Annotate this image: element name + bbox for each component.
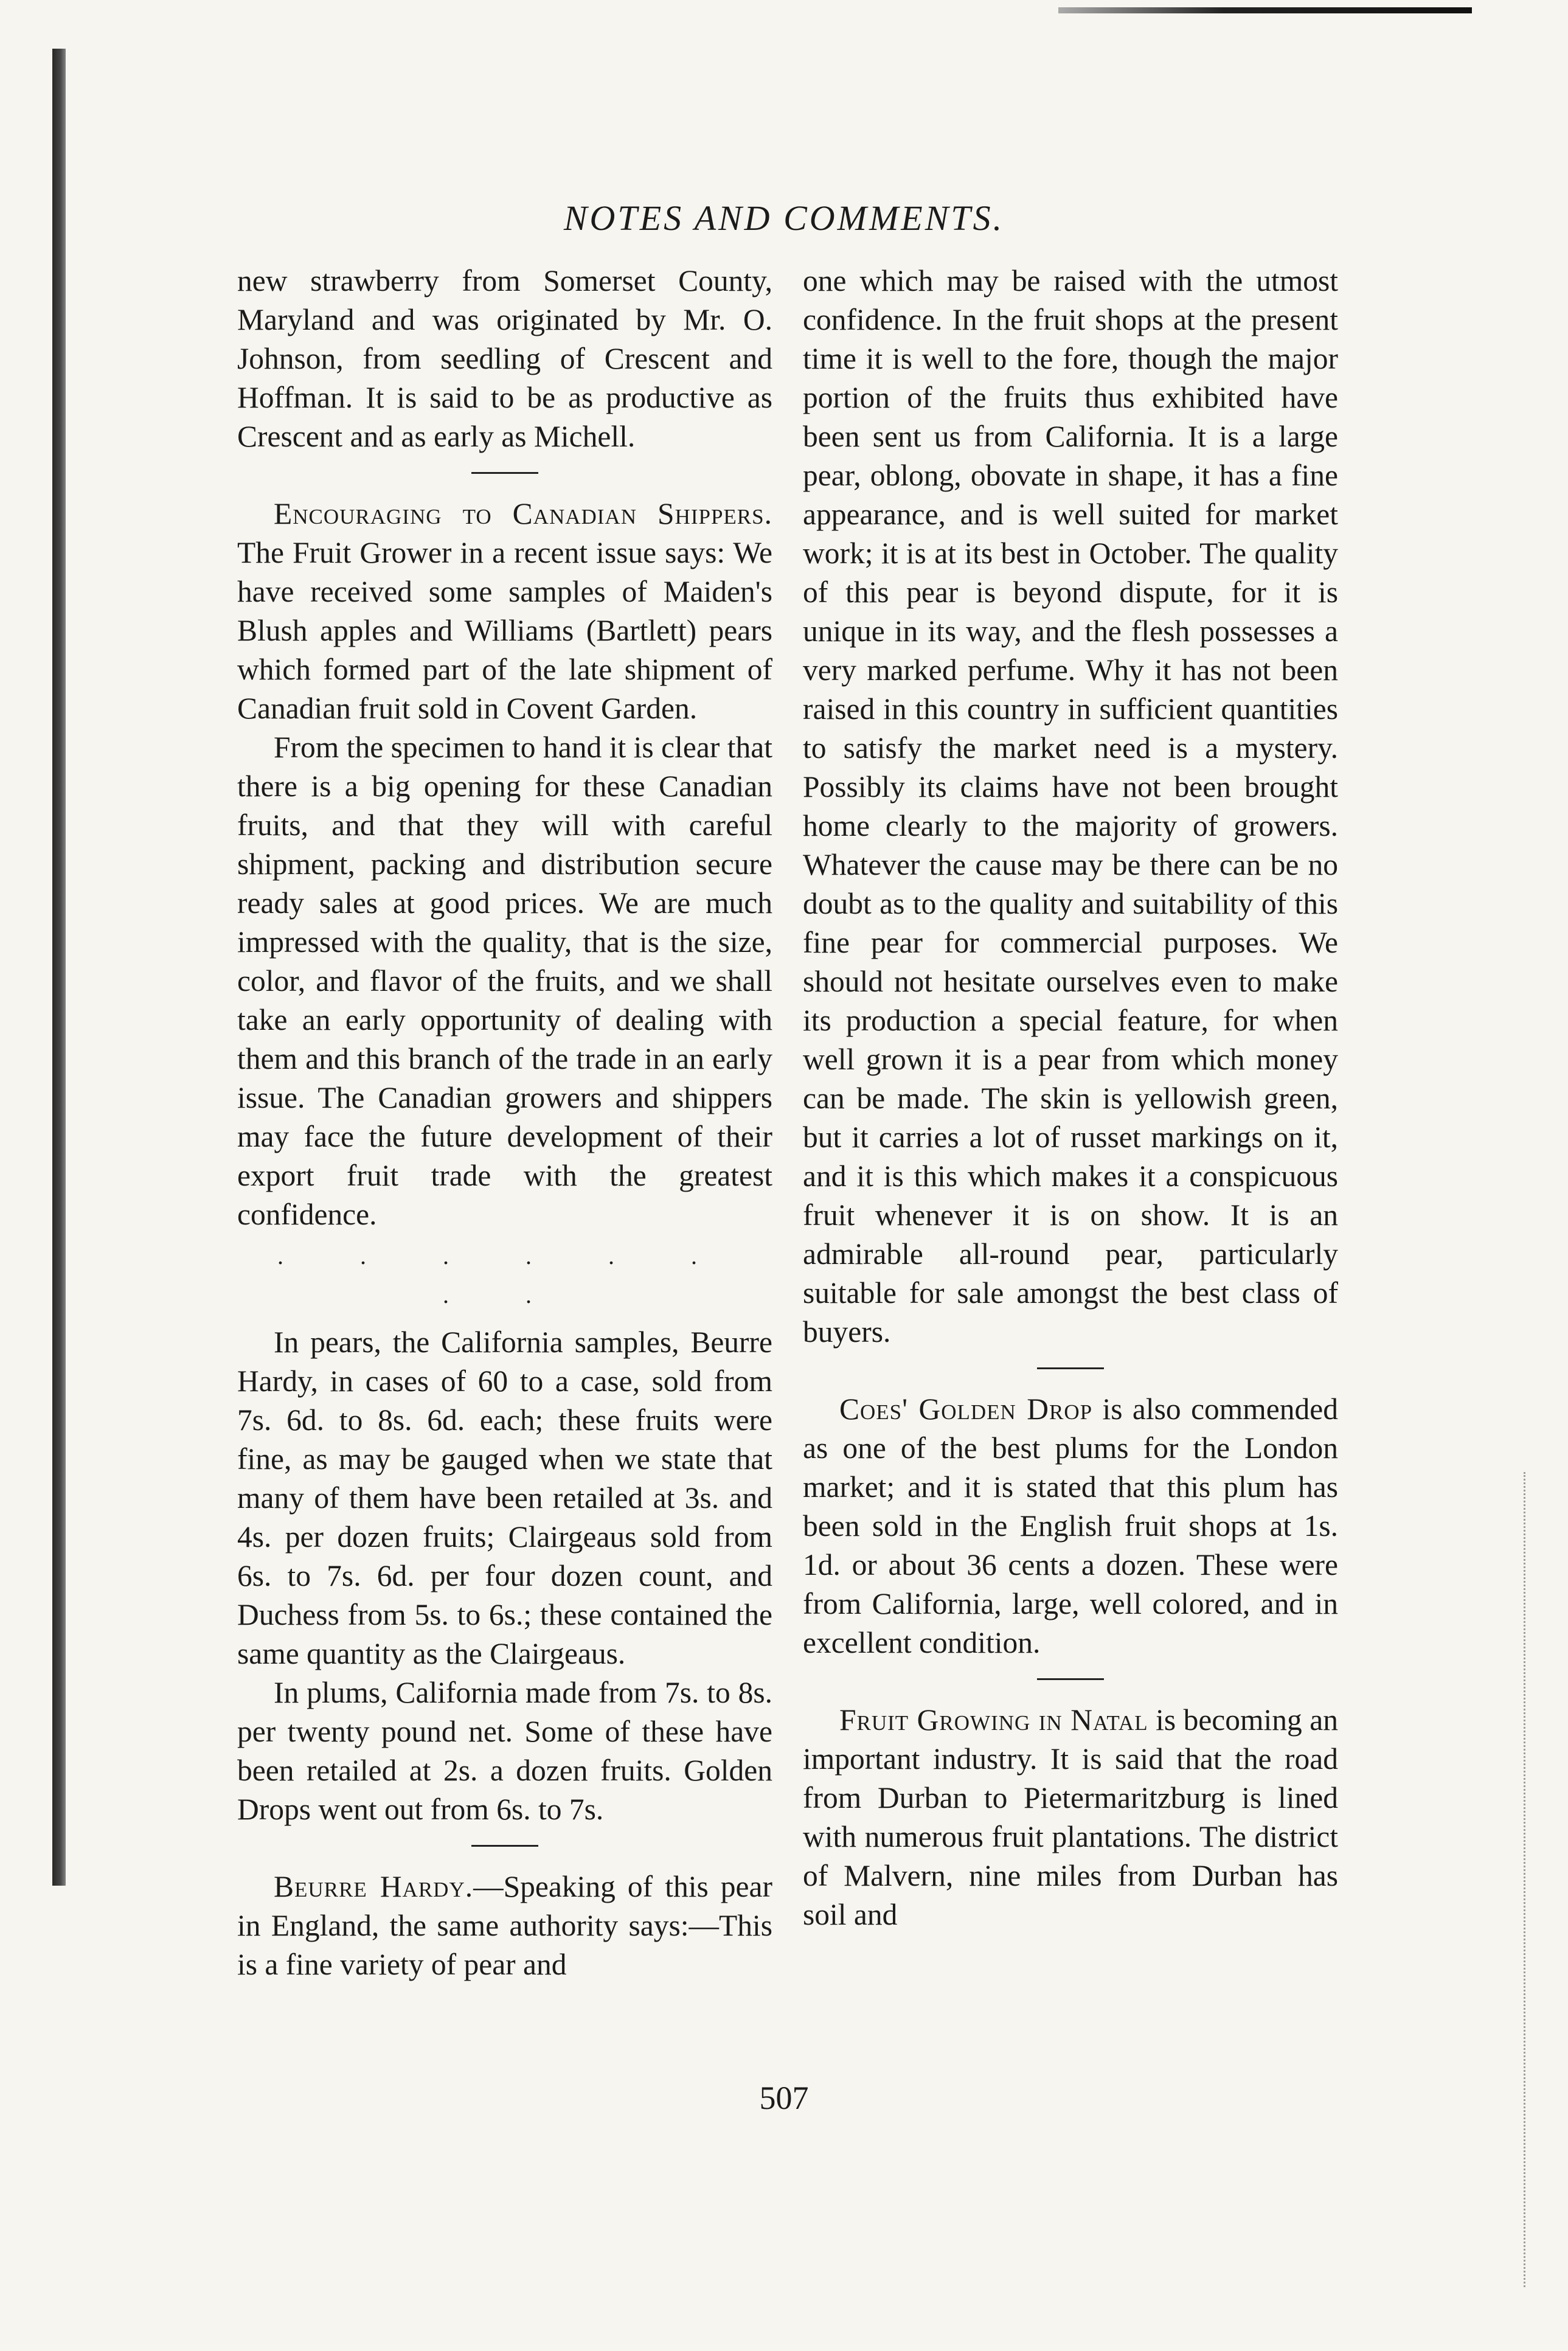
page-number: 507 <box>759 2080 809 2116</box>
strawberry-paragraph: new strawberry from Somerset County, Maryland and was originated by Mr. O. Johnson, from seedling of Crescent and Hoffman. It is said to be as productive as Crescent and as early as Michell. <box>237 264 772 453</box>
beurre-continued-paragraph: one which may be raised with the utmost confidence. In the fruit shops at the present time it is well to the fore, though the major portion of the fruits thus exhibited have been sent us from California. It is a large pear, oblong, obovate in shape, it has a fine appearance, and is well suited for market work; it is at its best in October. The quality of this pear is beyond dispute, for it is unique in its way, and the flesh possesses a very marked perfume. Why it has not been raised in this country in sufficient quantities to satisfy the market need is a mystery. Possibly its claims have not been brought home clearly to the majority of growers. Whatever the cause may be there can be no doubt as to the quality and suitability of this fine pear for commercial purposes. We should not hesitate ourselves even to make its production a special feature, for when well grown it is a pear from which money can be made. The skin is yellowish green, but it carries a lot of russet markings on it, and it is this which makes it a conspicuous fruit whenever it is on show. It is an admirable all-round pear, particularly suitable for sale amongst the best class of buyers. <box>803 264 1338 1349</box>
specimen-paragraph: From the specimen to hand it is clear that there is a big opening for these Canadian fruits, and that they will with careful shipment, packing and distribution secure ready sales at good prices. We are much impressed with the quality, that is the size, color, and flavor of the fruits, and we shall take an early opportunity of dealing with them and this branch of the trade in an early issue. The Canadian growers and shippers may face the future development of their export fruit trade with the greatest confidence. <box>237 731 772 1231</box>
section-divider <box>1037 1367 1104 1369</box>
coes-heading: Coes' Golden Drop <box>839 1392 1093 1426</box>
beurre-text: —Speaking of this pear in England, the same authority says:—This is a fine variety of pear and <box>237 1870 772 1981</box>
coes-text: is also commended as one of the best plums for the London market; and it is stated that this plum has been sold in the English fruit shops at 1s. 1d. or about 36 cents a dozen. These were from California, large, well colored, and in excellent condition. <box>803 1392 1338 1659</box>
pears-paragraph: In pears, the California samples, Beurre Hardy, in cases of 60 to a case, sold from 7s. 6d. to 8s. 6d. each; these fruits were fine, as may be gauged when we state that many of them have been retailed at 3s. and 4s. per dozen fruits; Clairgeaus sold from 6s. to 7s. 6d. per four dozen count, and Duchess from 5s. to 6s.; these contained the same quantity as the Clairgeaus. <box>237 1325 772 1670</box>
section-divider <box>1037 1678 1104 1680</box>
running-head: NOTES AND COMMENTS. <box>563 198 1005 238</box>
encouraging-paragraph <box>237 495 772 728</box>
beurre-heading: Beurre Hardy. <box>274 1870 474 1903</box>
encouraging-heading: Encouraging to Canadian Shippers. <box>274 497 772 530</box>
natal-text: is becoming an important industry. It is said that the road from Durban to Pietermaritzburg is lined with numerous fruit plantations. The district of Malvern, nine miles from Durban has soil and <box>803 1703 1338 1931</box>
top-rule <box>1058 7 1472 13</box>
coes-paragraph <box>803 1390 1338 1662</box>
section-divider <box>471 472 538 474</box>
natal-paragraph <box>803 1701 1338 1934</box>
natal-heading: Fruit Growing in Natal <box>839 1703 1148 1737</box>
ellipsis-dots: . . . . . . . . <box>277 1242 732 1308</box>
beurre-paragraph <box>237 1867 772 1984</box>
section-divider <box>471 1845 538 1847</box>
encouraging-text: The Fruit Grower in a recent issue says: We have received some samples of Maiden's Blush apples and Williams (Bartlett) pears which formed part of the late shipment of Canadian fruit sold in Covent Garden. <box>237 536 772 725</box>
plums-paragraph: In plums, California made from 7s. to 8s. per twenty pound net. Some of these have been retailed at 2s. a dozen fruits. Golden Drops went out from 6s. to 7s. <box>237 1676 772 1826</box>
right-column <box>803 262 1338 1934</box>
left-column <box>237 262 772 1984</box>
binding-edge <box>52 49 66 1886</box>
margin-marks <box>1524 1472 1544 2287</box>
